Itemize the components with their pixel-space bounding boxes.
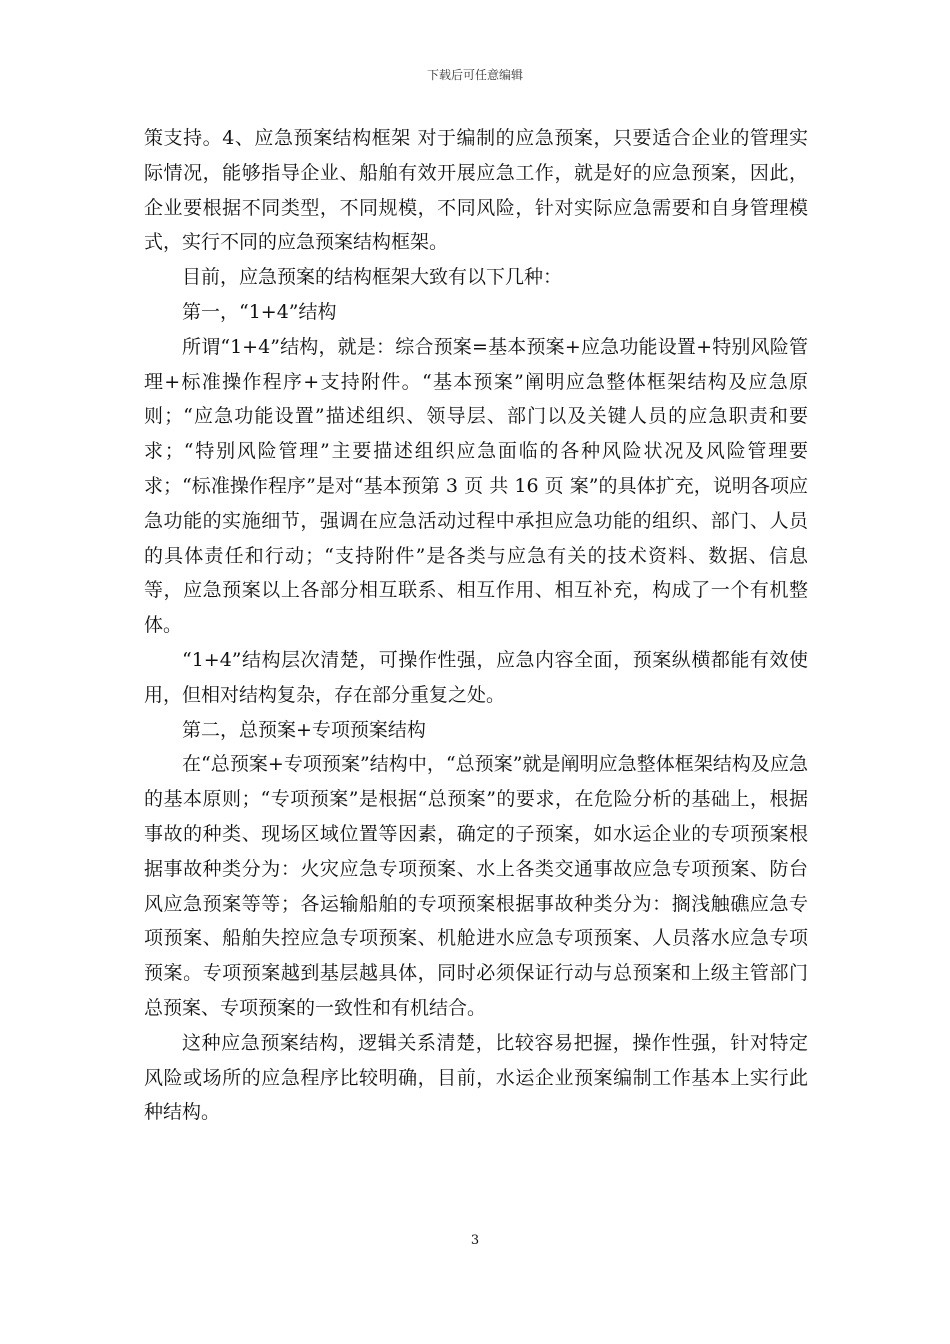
section-heading-1: 第一，“1+4”结构 [182,300,337,323]
page-header: 下载后可任意编辑 [426,68,523,82]
paragraph-structure-1: 所谓“1+4”结构，就是：综合预案=基本预案+应急功能设置+特别风险管理+标准操作程序+支持附件。“基本预案”阐明应急整体框架结构及应急原则；“应急功能设置”描述组织、领导层、部门以及关键人员的应急职责和要求；“特别风险管理”主要描述组织应急面临的各种风险状况及风险管理要求；“标准操作程序”是对“基本预第 3 页 共 16 页 案”的具体扩充，说明各项应急功能的实施细节，强调在应急活动过程中承担应急功能的组织、部门、人员的具体责任和行动；“支持附件”是各类与应急有关的技术资料、数据、信息等，应急预案以上各部分相互联系、相互作用、相互补充，构成了一个有机整体。 [144,335,808,637]
page-number: 3 [470,1233,480,1248]
paragraph-continuation: 策支持。4、应急预案结构框架 对于编制的应急预案，只要适合企业的管理实际情况，能够指导企业、船舶有效开展应急工作，就是好的应急预案，因此，企业要根据不同类型，不同规模，不同风险，针对实际应急需要和自身管理模式，实行不同的应急预案结构框架。 [144,127,808,254]
paragraph-intro: 目前，应急预案的结构框架大致有以下几种： [182,266,563,289]
section-heading-2: 第二，总预案+专项预案结构 [182,718,426,741]
document-body [144,121,808,1130]
paragraph-structure-2: 在“总预案+专项预案”结构中，“总预案”就是阐明应急整体框架结构及应急的基本原则；“专项预案”是根据“总预案”的要求，在危险分析的基础上，根据事故的种类、现场区域位置等因素，确定的子预案，如水运企业的专项预案根据事故种类分为：火灾应急专项预案、水上各类交通事故应急专项预案、防台风应急预案等等；各运输船舶的专项预案根据事故种类分为：搁浅触礁应急专项预案、船舶失控应急专项预案、机舱进水应急专项预案、人员落水应急专项预案。专项预案越到基层越具体，同时必须保证行动与总预案和上级主管部门总预案、专项预案的一致性和有机结合。 [144,753,808,1019]
paragraph-structure-2-summary: 这种应急预案结构，逻辑关系清楚，比较容易把握，操作性强，针对特定风险或场所的应急程序比较明确，目前，水运企业预案编制工作基本上实行此种结构。 [144,1031,808,1124]
paragraph-structure-1-summary: “1+4”结构层次清楚，可操作性强，应急内容全面，预案纵横都能有效使用，但相对结构复杂，存在部分重复之处。 [144,648,808,706]
